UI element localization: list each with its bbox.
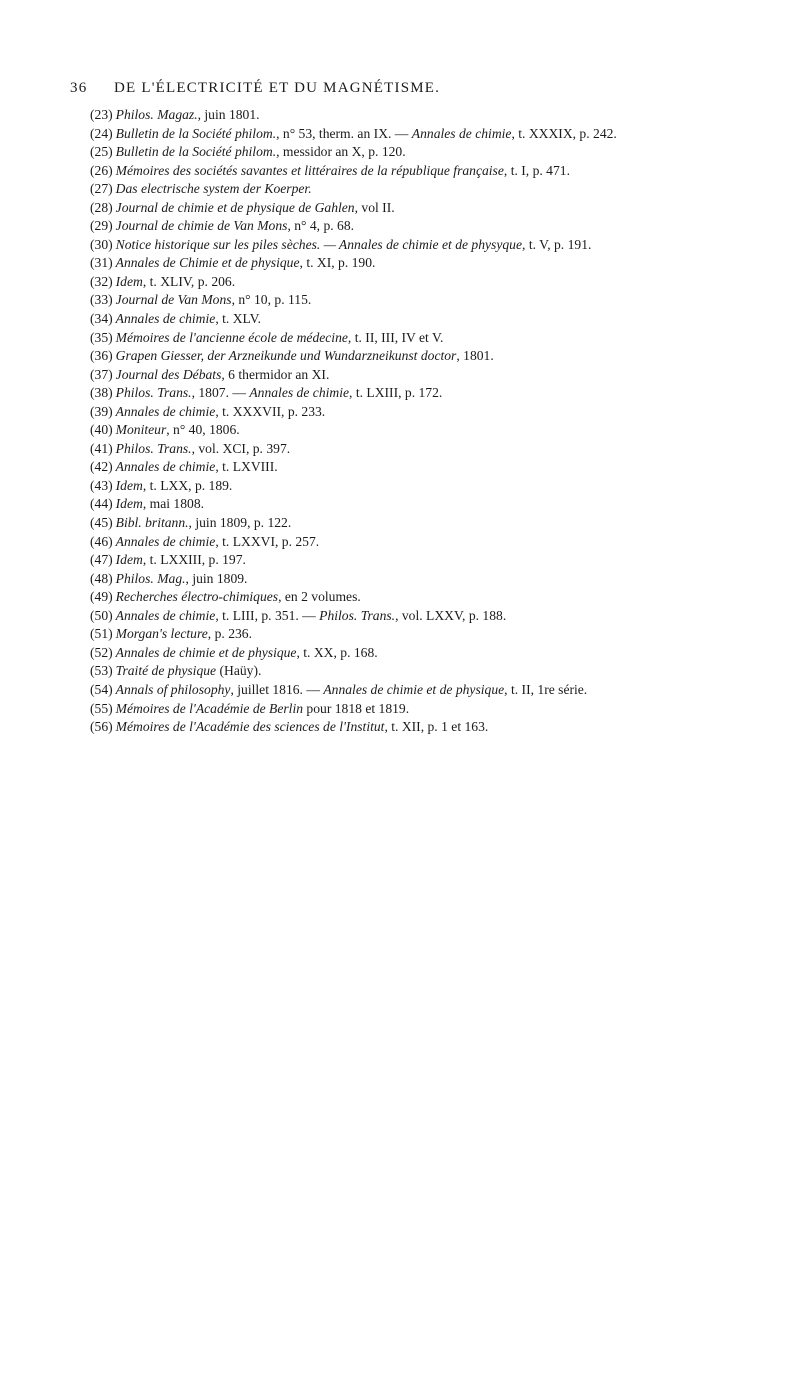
note-number: (56) [90,719,113,735]
note-title: Bulletin de la Société philom. [115,125,277,141]
note-title: Notice historique sur les piles sèches. — Annales de chimie et de physyque [115,236,523,252]
note-text: , t. LIII, p. 351. — [215,607,320,623]
note-text: , n° 4, p. 68. [287,218,355,234]
note-item [84,162,786,181]
note-item [84,477,786,496]
note-title: Annales de chimie et de physique [115,644,297,660]
note-number: (44) [90,496,113,512]
note-title: Moniteur [115,422,167,438]
note-text: , 1801. [456,348,494,364]
note-title: Annales de chimie [411,125,512,141]
note-title: Annales de chimie [115,533,216,549]
note-text: , 6 thermidor an XI. [221,366,330,382]
note-number: (30) [90,236,113,252]
note-title: Annales de chimie [249,385,350,401]
note-title: Grapen Giesser, der Arzneikunde und Wundarzneikunst doctor [115,348,457,364]
note-title: Mémoires de l'ancienne école de médecine [115,329,348,345]
note-title: Philos. Mag. [115,570,186,586]
note-number: (49) [90,589,113,605]
note-item [84,403,786,422]
note-item [84,625,786,644]
note-item [84,143,786,162]
note-text: , t. XLV. [215,311,262,327]
note-item [84,291,786,310]
note-title: Idem [115,552,143,568]
note-number: (54) [90,681,113,697]
note-title: Mémoires de l'Académie de Berlin [115,700,304,716]
note-item [84,440,786,459]
note-text: , messidor an X, p. 120. [276,144,406,160]
note-number: (47) [90,552,113,568]
note-number: (38) [90,385,113,401]
note-title: Philos. Trans. [115,385,192,401]
note-text: , t. XLIV, p. 206. [142,273,236,289]
note-number: (28) [90,199,113,215]
note-item [84,180,786,199]
note-text: , juin 1809. [185,570,248,586]
note-item [84,533,786,552]
note-number: (32) [90,273,113,289]
note-title: Bibl. britann. [115,515,189,531]
note-title: Das electrische system der Koerper. [115,181,312,197]
note-text: , t. LXXVI, p. 257. [215,533,320,549]
note-title: Journal des Débats [115,366,222,382]
note-item [84,588,786,607]
note-number: (33) [90,292,113,308]
note-item [84,384,786,403]
note-number: (39) [90,403,113,419]
note-text: , mai 1808. [142,496,205,512]
note-text: , t. I, p. 471. [503,162,570,178]
note-item [84,421,786,440]
note-item [84,718,786,737]
note-item [84,199,786,218]
note-number: (24) [90,125,113,141]
note-number: (46) [90,533,113,549]
note-number: (41) [90,440,113,456]
note-item [84,662,786,681]
note-number: (51) [90,626,113,642]
note-number: (31) [90,255,113,271]
note-text: , t. XXXIX, p. 242. [511,125,617,141]
note-title: Annales de chimie [115,607,216,623]
note-title: Mémoires de l'Académie des sciences de l'Institut [115,719,385,735]
note-text: , p. 236. [207,626,252,642]
note-text: , juin 1809, p. 122. [188,515,292,531]
note-item [84,347,786,366]
note-title: Philos. Magaz. [115,107,198,122]
note-item [84,514,786,533]
note-text: , t. XI, p. 190. [299,255,376,271]
note-text: , en 2 volumes. [278,589,361,605]
note-number: (23) [90,107,113,122]
note-text: , t. LXIII, p. 172. [349,385,443,401]
note-item [84,644,786,663]
note-number: (36) [90,348,113,364]
note-number: (52) [90,644,113,660]
note-text: , n° 40, 1806. [166,422,240,438]
note-text: , n° 10, p. 115. [231,292,312,308]
note-title: Annales de chimie [115,403,216,419]
note-text: , vol II. [354,199,395,215]
note-text: , vol. XCI, p. 397. [191,440,291,456]
note-number: (53) [90,663,113,679]
note-title: Annales de chimie [115,459,216,475]
note-text: (Haüy). [216,663,262,679]
note-title: Idem [115,477,143,493]
note-title: Idem [115,496,143,512]
note-title: Annales de chimie et de physique [323,681,505,697]
note-number: (37) [90,366,113,382]
note-item [84,607,786,626]
note-item [84,458,786,477]
note-title: Journal de chimie et de physique de Gahlen [115,199,355,215]
note-number: (29) [90,218,113,234]
note-number: (34) [90,311,113,327]
note-item [84,217,786,236]
note-title: Annales de chimie [115,311,216,327]
note-text: pour 1818 et 1819. [303,700,410,716]
note-text: , t. LXXIII, p. 197. [142,552,246,568]
note-item [84,329,786,348]
note-text: , n° 53, therm. an IX. — [276,125,412,141]
note-number: (26) [90,162,113,178]
note-item [84,366,786,385]
note-number: (45) [90,515,113,531]
note-title: Bulletin de la Société philom. [115,144,277,160]
note-title: Philos. Trans. [115,440,192,456]
page-number: 36 [70,80,88,96]
note-number: (48) [90,570,113,586]
note-text: , vol. LXXV, p. 188. [395,607,507,623]
note-title: Morgan's lecture [115,626,208,642]
note-title: Mémoires des sociétés savantes et littéraires de la république française [115,162,504,178]
note-text: , t. LXVIII. [215,459,278,475]
note-title: Journal de chimie de Van Mons [115,218,288,234]
note-text: , t. II, 1re série. [504,681,588,697]
note-number: (27) [90,181,113,197]
note-item [84,236,786,255]
note-text: , t. XX, p. 168. [296,644,378,660]
note-title: Journal de Van Mons [115,292,232,308]
note-item [84,700,786,719]
note-title: Recherches électro-chimiques [115,589,279,605]
note-item [84,106,786,125]
note-number: (43) [90,477,113,493]
running-title: DE L'ÉLECTRICITÉ ET DU MAGNÉTISME. [114,80,441,96]
note-text: , t. V, p. 191. [522,236,592,252]
note-title: Annales de Chimie et de physique [115,255,300,271]
note-number: (50) [90,607,113,623]
note-item [84,310,786,329]
note-item [84,681,786,700]
note-item [84,495,786,514]
note-item [84,273,786,292]
note-item [84,551,786,570]
note-number: (40) [90,422,113,438]
note-item [84,254,786,273]
note-text: , 1807. — [191,385,250,401]
note-text: , juin 1801. [197,107,260,122]
note-text: , t. XXXVII, p. 233. [215,403,326,419]
note-number: (35) [90,329,113,345]
notes-list [84,106,786,737]
note-title: Annals of philosophy [115,681,231,697]
note-item [84,125,786,144]
note-number: (25) [90,144,113,160]
note-text: , t. II, III, IV et V. [347,329,444,345]
note-text: , t. XII, p. 1 et 163. [384,719,489,735]
note-number: (42) [90,459,113,475]
note-title: Traité de physique [115,663,217,679]
note-number: (55) [90,700,113,716]
note-title: Philos. Trans. [319,607,396,623]
note-text: , juillet 1816. — [230,681,324,697]
note-text: , t. LXX, p. 189. [142,477,233,493]
note-item [84,570,786,589]
note-title: Idem [115,273,143,289]
